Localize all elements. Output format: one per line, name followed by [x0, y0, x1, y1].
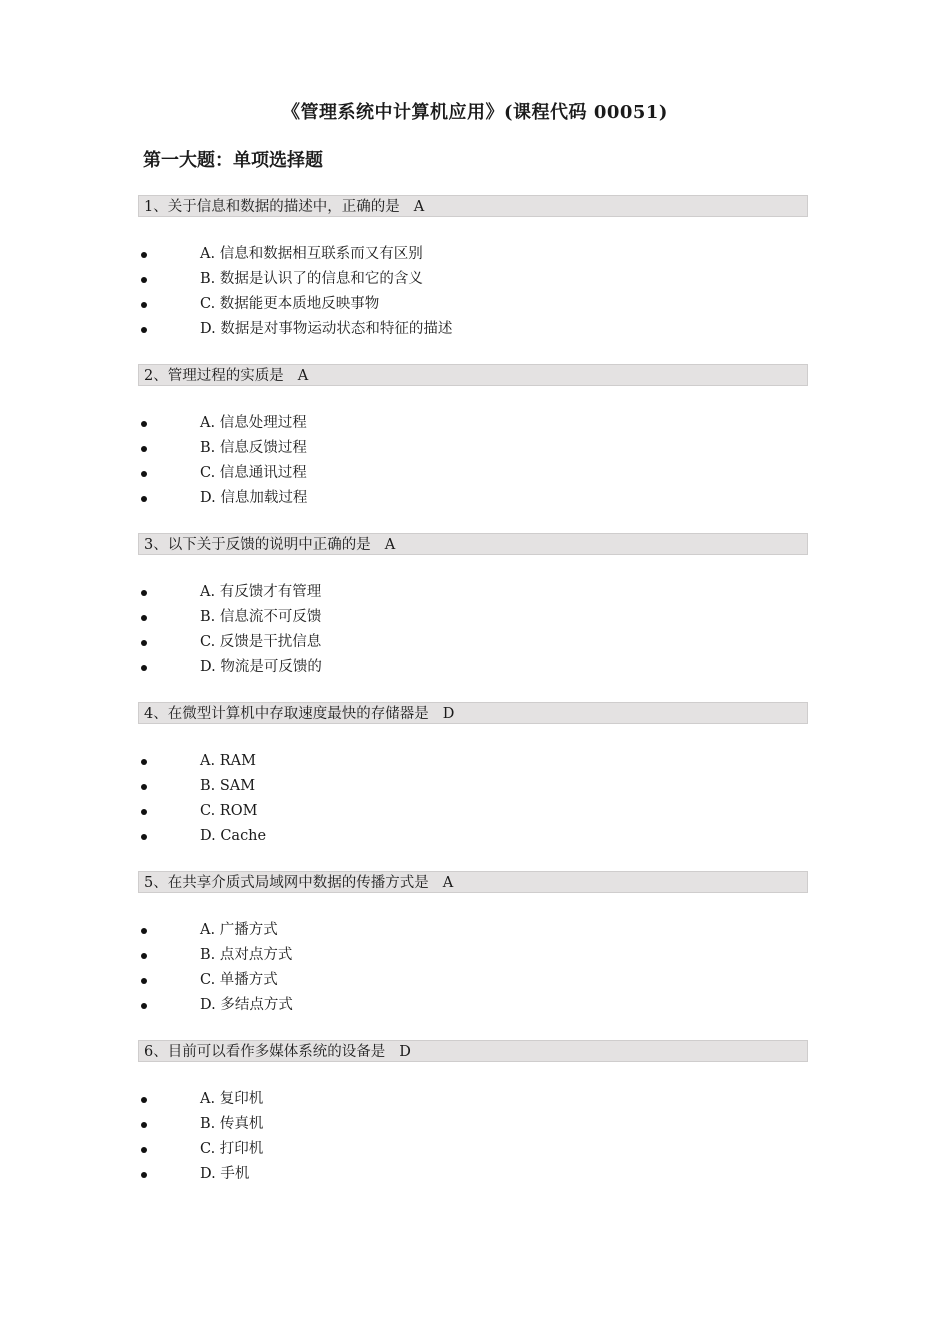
option-item — [138, 1087, 808, 1112]
option-list — [138, 580, 808, 680]
option-item — [138, 799, 808, 824]
question-header — [138, 533, 808, 555]
option-list — [138, 749, 808, 849]
bullet-icon — [141, 471, 147, 477]
question-block — [138, 195, 808, 364]
option-item — [138, 1137, 808, 1162]
bullet-icon — [141, 978, 147, 984]
option-label: C. 信息通讯过程 — [200, 465, 307, 481]
document-title: 《管理系统中计算机应用》(课程代码 00051) — [282, 102, 668, 123]
option-item — [138, 411, 808, 436]
option-list — [138, 918, 808, 1018]
bullet-icon — [141, 446, 147, 452]
option-label: D. 信息加载过程 — [200, 490, 308, 506]
bullet-icon — [141, 421, 147, 427]
option-label: D. 手机 — [200, 1166, 250, 1182]
question-block — [138, 364, 808, 533]
question-answer: A — [442, 875, 454, 891]
bullet-icon — [141, 496, 147, 502]
question-text: 5、在共享介质式局域网中数据的传播方式是 — [144, 875, 429, 891]
option-item — [138, 630, 808, 655]
bullet-icon — [141, 615, 147, 621]
question-block — [138, 702, 808, 871]
option-label: B. 传真机 — [200, 1116, 264, 1132]
question-text: 2、管理过程的实质是 — [144, 368, 284, 384]
option-label: A. RAM — [200, 753, 256, 769]
bullet-icon — [141, 1003, 147, 1009]
option-item — [138, 486, 808, 511]
question-text: 1、关于信息和数据的描述中，正确的是 — [144, 199, 400, 215]
option-item — [138, 317, 808, 342]
option-label: B. SAM — [200, 778, 256, 794]
question-header — [138, 195, 808, 217]
option-item — [138, 1112, 808, 1137]
option-item — [138, 749, 808, 774]
bullet-icon — [141, 834, 147, 840]
bullet-icon — [141, 327, 147, 333]
bullet-icon — [141, 953, 147, 959]
option-label: A. 复印机 — [200, 1091, 264, 1107]
option-item — [138, 993, 808, 1018]
option-item — [138, 461, 808, 486]
question-text: 4、在微型计算机中存取速度最快的存储器是 — [144, 706, 429, 722]
question-header — [138, 1040, 808, 1062]
section-title: 第一大题：单项选择题 — [143, 150, 323, 171]
option-item — [138, 655, 808, 680]
option-label: B. 信息流不可反馈 — [200, 609, 322, 625]
question-text: 6、目前可以看作多媒体系统的设备是 — [144, 1044, 386, 1060]
bullet-icon — [141, 640, 147, 646]
bullet-icon — [141, 784, 147, 790]
option-label: C. 数据能更本质地反映事物 — [200, 296, 380, 312]
option-list — [138, 1087, 808, 1187]
option-item — [138, 1162, 808, 1187]
bullet-icon — [141, 759, 147, 765]
option-item — [138, 943, 808, 968]
question-text: 3、以下关于反馈的说明中正确的是 — [144, 537, 371, 553]
bullet-icon — [141, 302, 147, 308]
option-list — [138, 411, 808, 511]
question-header — [138, 871, 808, 893]
bullet-icon — [141, 928, 147, 934]
question-block — [138, 871, 808, 1040]
bullet-icon — [141, 252, 147, 258]
option-label: D. 多结点方式 — [200, 997, 293, 1013]
option-label: B. 数据是认识了的信息和它的含义 — [200, 271, 423, 287]
option-item — [138, 242, 808, 267]
option-label: A. 信息处理过程 — [200, 415, 307, 431]
question-block — [138, 1040, 808, 1209]
option-label: A. 广播方式 — [200, 922, 278, 938]
bullet-icon — [141, 1147, 147, 1153]
option-label: D. 物流是可反馈的 — [200, 659, 322, 675]
option-label: C. 打印机 — [200, 1141, 264, 1157]
option-label: C. ROM — [200, 803, 258, 819]
option-item — [138, 605, 808, 630]
question-answer: A — [384, 537, 396, 553]
option-label: A. 有反馈才有管理 — [200, 584, 322, 600]
option-item — [138, 918, 808, 943]
option-label: B. 信息反馈过程 — [200, 440, 307, 456]
question-answer: A — [297, 368, 309, 384]
question-header — [138, 702, 808, 724]
bullet-icon — [141, 1097, 147, 1103]
question-answer: D — [442, 706, 455, 722]
option-list — [138, 242, 808, 342]
option-item — [138, 436, 808, 461]
bullet-icon — [141, 590, 147, 596]
question-answer: A — [413, 199, 425, 215]
option-label: D. Cache — [200, 828, 267, 844]
option-label: B. 点对点方式 — [200, 947, 293, 963]
option-item — [138, 267, 808, 292]
option-label: A. 信息和数据相互联系而又有区别 — [200, 246, 423, 262]
option-label: C. 反馈是干扰信息 — [200, 634, 322, 650]
question-block — [138, 533, 808, 702]
option-item — [138, 580, 808, 605]
bullet-icon — [141, 665, 147, 671]
question-header — [138, 364, 808, 386]
question-answer: D — [399, 1044, 411, 1060]
bullet-icon — [141, 1122, 147, 1128]
bullet-icon — [141, 809, 147, 815]
option-label: D. 数据是对事物运动状态和特征的描述 — [200, 321, 453, 337]
option-item — [138, 292, 808, 317]
bullet-icon — [141, 277, 147, 283]
option-item — [138, 774, 808, 799]
option-item — [138, 824, 808, 849]
option-label: C. 单播方式 — [200, 972, 278, 988]
option-item — [138, 968, 808, 993]
question-list — [138, 195, 808, 1209]
bullet-icon — [141, 1172, 147, 1178]
